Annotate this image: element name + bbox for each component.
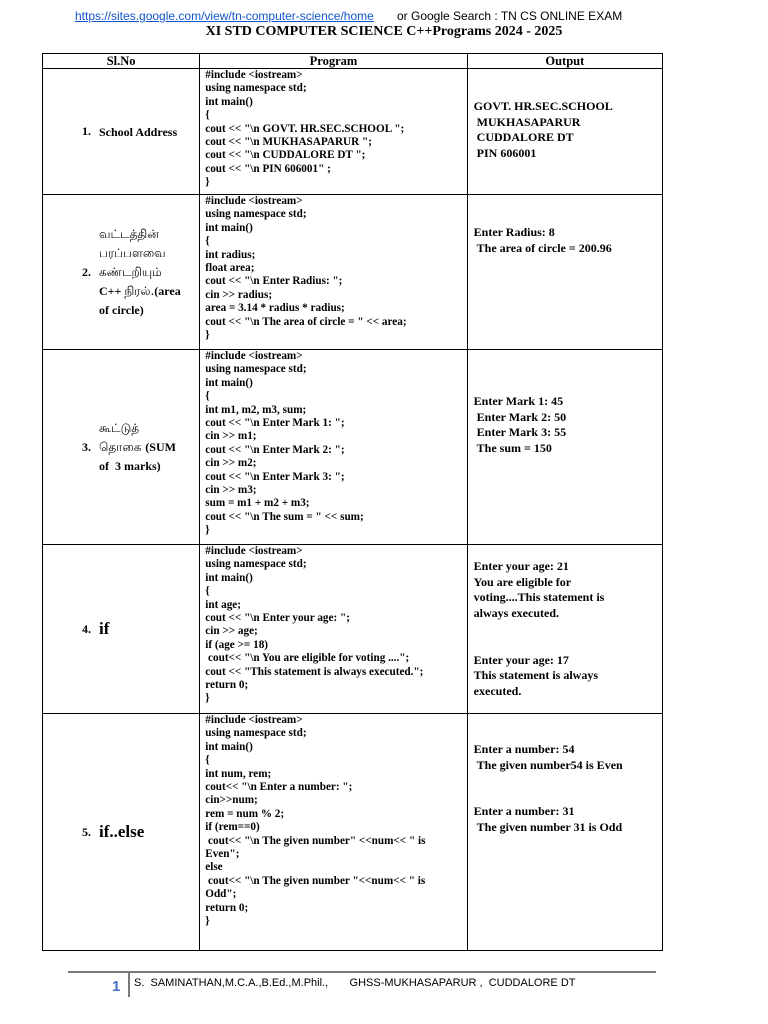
footer-divider — [128, 973, 130, 997]
row-label: if..else — [99, 822, 145, 841]
output-cell — [467, 545, 662, 714]
page-title: XI STD COMPUTER SCIENCE C++Programs 2024 - 2025 — [205, 24, 563, 39]
site-link[interactable]: https://sites.google.com/view/tn-computer-science/home — [75, 9, 374, 23]
program-code: #include <iostream> using namespace std; int main() { int age; cout << "\n Enter your age: "; cin >> age; if (age >= 18) cout<< "\n You are eligible for voting ...."; cout << "This statement is always executed."; return 0; } — [205, 545, 424, 705]
program-output: Enter Mark 1: 45 Enter Mark 2: 50 Enter Mark 3: 55 The sum = 150 — [473, 394, 567, 455]
program-cell — [200, 69, 467, 195]
row-number: 5. — [82, 824, 91, 839]
row-number: 3. — [82, 439, 91, 454]
label-tamil: கூட்டுத் தொகை — [99, 420, 142, 454]
label-tamil-2: நிரல். — [124, 283, 155, 298]
row-number: 4. — [82, 621, 91, 636]
output-cell — [467, 69, 662, 195]
slno-cell — [43, 195, 200, 350]
row-label — [99, 419, 180, 476]
output-cell — [467, 195, 662, 350]
program-cell — [200, 350, 467, 545]
output-cell — [467, 714, 662, 951]
program-code: #include <iostream> using namespace std; int main() { int m1, m2, m3, sum; cout << "\n Enter Mark 1: "; cin >> m1; cout << "\n Enter Mark 2: "; cin >> m2; cout << "\n Enter Mark 3: "; cin >> m3; sum = m1 + m2 + m3; cout << "\n The sum = " << sum; } — [205, 350, 364, 537]
table-row — [43, 69, 663, 195]
header-output: Output — [467, 54, 662, 69]
table-row — [43, 714, 663, 951]
row-label: if — [99, 619, 110, 638]
footer-rule — [68, 971, 656, 973]
table-header-row — [43, 54, 663, 69]
label-english: (area of circle) — [99, 283, 181, 317]
slno-cell — [43, 350, 200, 545]
programs-table — [42, 53, 663, 951]
footer-author: S. SAMINATHAN,M.C.A.,B.Ed.,M.Phil., GHSS-MUKHASAPARUR , CUDDALORE DT — [134, 977, 576, 989]
output-cell — [467, 350, 662, 545]
row-number: 2. — [82, 264, 91, 279]
program-code: #include <iostream> using namespace std; int main() { int radius; float area; cout << "\n Enter Radius: "; cin >> radius; area = 3.14 * radius * radius; cout << "\n The area of circle = " << area; } — [205, 195, 407, 342]
program-output: Enter Radius: 8 The area of circle = 200.96 — [473, 225, 612, 255]
slno-cell — [43, 69, 200, 195]
page-number: 1 — [112, 978, 121, 995]
slno-cell — [43, 714, 200, 951]
program-cell — [200, 545, 467, 714]
program-output: Enter a number: 54 The given number54 is Even Enter a number: 31 The given number 31 is Odd — [473, 742, 623, 834]
program-output: Enter your age: 21 You are eligible for voting....This statement is always executed. Enter your age: 17 This statement is always executed. — [473, 559, 605, 698]
table-row — [43, 350, 663, 545]
program-code: #include <iostream> using namespace std; int main() { cout << "\n GOVT. HR.SEC.SCHOOL "; cout << "\n MUKHASAPARUR "; cout << "\n CUDDALORE DT "; cout << "\n PIN 606001" ; } — [205, 69, 405, 189]
label-cpp: C++ — [99, 283, 125, 298]
search-note: or Google Search : TN CS ONLINE EXAM — [397, 9, 623, 23]
program-output: GOVT. HR.SEC.SCHOOL MUKHASAPARUR CUDDALORE DT PIN 606001 — [473, 99, 613, 160]
header-program: Program — [200, 54, 467, 69]
label-english: (SUM of 3 marks) — [99, 439, 176, 473]
table-row — [43, 195, 663, 350]
program-cell — [200, 195, 467, 350]
table-row — [43, 545, 663, 714]
row-label: School Address — [99, 124, 178, 139]
row-label — [99, 225, 185, 320]
program-cell — [200, 714, 467, 951]
label-tamil: வட்டத்தின் பரப்பளவை கண்டறியும் — [99, 226, 166, 279]
slno-cell — [43, 545, 200, 714]
row-number: 1. — [82, 124, 91, 138]
header-slno: Sl.No — [43, 54, 200, 69]
program-code: #include <iostream> using namespace std; int main() { int num, rem; cout<< "\n Enter a number: "; cin>>num; rem = num % 2; if (rem==0) cout<< "\n The given number" <<num<< " is Even"; else cout<< "\n The given number "<<num<< " is Odd"; return 0; } — [205, 714, 426, 928]
